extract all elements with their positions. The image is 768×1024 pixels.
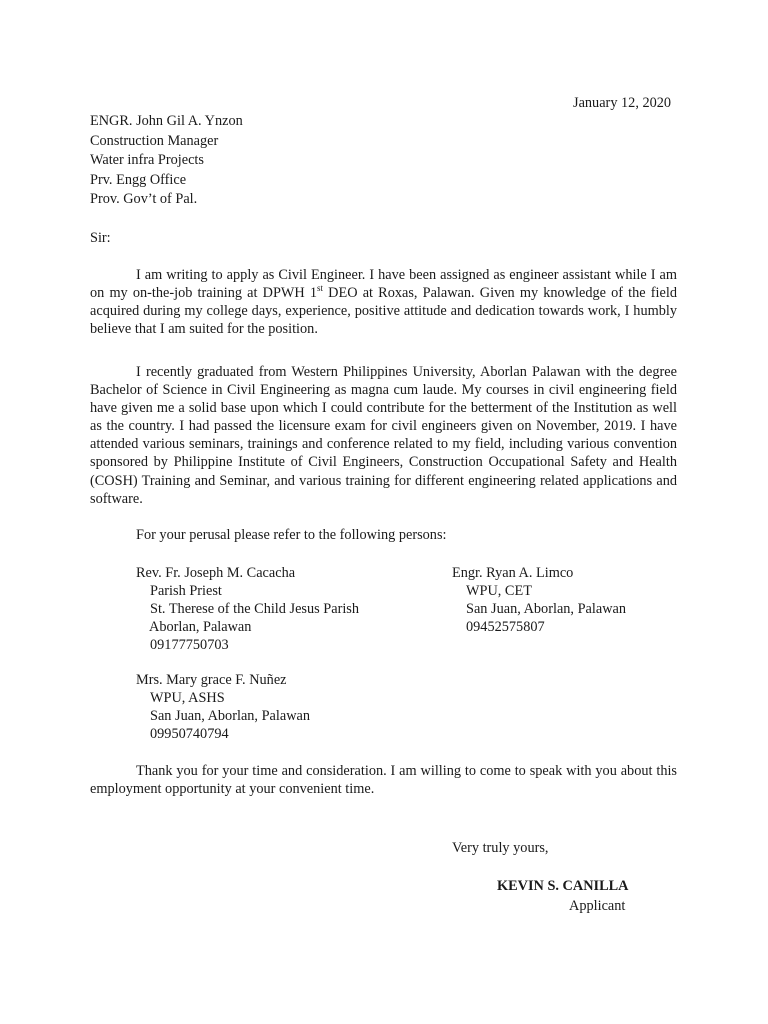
recipient-department: Water infra Projects (90, 152, 204, 168)
reference-position: WPU, CET (466, 583, 532, 599)
complimentary-close: Very truly yours, (452, 840, 549, 856)
paragraph-qualifications: I recently graduated from Western Philippines University, Aborlan Palawan with the degree Bachelor of Science in Civil Engineering as magna cum laude. My courses in civil engineering field have given me a solid base upon which I could contribute for the betterment of the Institution as well as the country. I had passed the licensure exam for civil engineers given on November, 2019. I have attended various seminars, trainings and conference related to my field, including various convention sponsored by Philippine Institute of Civil Engineers, Construction Occupational Safety and Health (COSH) Training and Seminar, and various training for different engineering related applications and software. (90, 364, 677, 507)
reference-address: San Juan, Aborlan, Palawan (150, 708, 311, 724)
paragraph-thanks: Thank you for your time and consideration. I am willing to come to speak with you about this employment opportunity at your convenient time. (90, 763, 677, 798)
reference-item (136, 671, 310, 743)
salutation: Sir: (90, 230, 111, 246)
recipient-organization: Prov. Gov’t of Pal. (90, 191, 198, 207)
recipient-block (90, 112, 243, 210)
reference-address: Aborlan, Palawan (149, 619, 252, 635)
recipient-title: Construction Manager (90, 132, 219, 149)
reference-phone: 09452575807 (466, 619, 545, 635)
reference-position: WPU, ASHS (150, 690, 225, 706)
reference-name: Rev. Fr. Joseph M. Cacacha (136, 565, 296, 581)
letter-date: January 12, 2020 (573, 95, 672, 111)
reference-name: Mrs. Mary grace F. Nuñez (136, 672, 287, 688)
reference-organization: St. Therese of the Child Jesus Parish (150, 601, 360, 617)
references-intro: For your perusal please refer to the following persons: (136, 527, 447, 543)
paragraph-intro-text-b: DEO at Roxas, Palawan. Given my knowledge of the field acquired during my college days, experience, positive attitude and dedication towards work, I humbly believe that I am suited for the position. (90, 285, 677, 338)
signature-name: KEVIN S. CANILLA (497, 878, 629, 894)
paragraph-intro (90, 266, 677, 338)
reference-phone: 09177750703 (150, 637, 229, 653)
reference-item (136, 564, 359, 654)
recipient-office: Prv. Engg Office (90, 171, 187, 188)
reference-address: San Juan, Aborlan, Palawan (466, 601, 627, 617)
reference-name: Engr. Ryan A. Limco (452, 565, 574, 581)
paragraph-intro-text-a: I am writing to apply as Civil Engineer. I have been assigned as engineer assistant while I am on my on-the-job training at DPWH 1 (90, 267, 677, 302)
reference-item (452, 564, 626, 636)
ordinal-suffix: st (317, 283, 324, 294)
reference-position: Parish Priest (150, 583, 222, 599)
recipient-name: ENGR. John Gil A. Ynzon (90, 113, 243, 129)
reference-phone: 09950740794 (150, 726, 229, 742)
signature-title: Applicant (569, 898, 626, 914)
